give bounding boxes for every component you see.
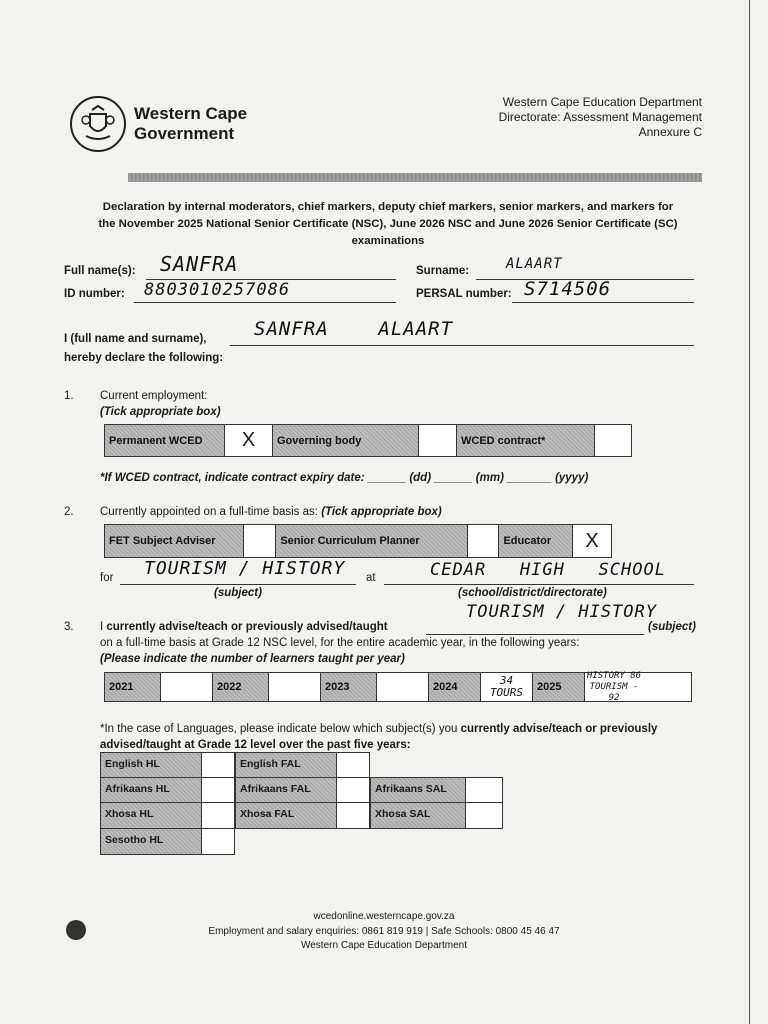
lang-xhosa-fal-label: Xhosa FAL (235, 802, 337, 829)
department-block (499, 95, 702, 140)
persal-field[interactable]: S714506 (524, 278, 612, 300)
title-line1: Declaration by internal moderators, chief markers, deputy chief markers, senior markers, and markers for (102, 201, 674, 213)
section3-hint: (Please indicate the number of learners taught per year) (100, 653, 405, 665)
footer-url: wcedonline.westerncape.gov.za (313, 911, 455, 922)
appointment-options (104, 524, 612, 558)
year-2022-label: 2022 (213, 673, 269, 701)
surname-label: Surname: (416, 265, 470, 277)
school-caption: (school/district/directorate) (458, 587, 607, 599)
year-2024-count[interactable]: 34 TOURS (481, 673, 533, 701)
org-name-line2: Government (134, 124, 235, 143)
section3-subject-caption: (subject) (648, 621, 696, 633)
year-2025-count[interactable]: HISTORY 86 TOURISM - 92 (586, 670, 642, 703)
languages-note-pre: *In the case of Languages, please indicate below which subject(s) you (100, 723, 461, 735)
annexure-label: Annexure C (638, 125, 702, 139)
contract-expiry-note: *If WCED contract, indicate contract expiry date: ______ (dd) ______ (mm) _______ (yyyy) (100, 472, 589, 484)
declaration-title (60, 199, 716, 250)
year-2021-count[interactable] (161, 673, 213, 701)
header-divider (128, 173, 702, 182)
option-educator-label: Educator (499, 525, 573, 557)
persal-line (512, 302, 694, 303)
section1-hint: (Tick appropriate box) (100, 406, 221, 418)
year-2022-count[interactable] (269, 673, 321, 701)
declare-label: I (full name and surname), (64, 333, 207, 345)
footer-dept: Western Cape Education Department (300, 940, 467, 951)
scan-edge-line (749, 0, 750, 1024)
option-governing-body-label: Governing body (273, 425, 419, 456)
option-fet-adviser-label: FET Subject Adviser (105, 525, 244, 557)
option-curriculum-planner-box[interactable] (468, 525, 500, 557)
year-2023-label: 2023 (321, 673, 377, 701)
surname-field[interactable]: ALAART (506, 256, 563, 272)
lang-afrikaans-hl-label: Afrikaans HL (100, 777, 202, 803)
lang-afrikaans-fal-box[interactable] (336, 777, 370, 803)
year-2021-label: 2021 (105, 673, 161, 701)
section2-text (100, 506, 442, 518)
declare-name-field[interactable]: SANFRA ALAART (254, 318, 454, 340)
option-wced-contract-label: WCED contract* (457, 425, 595, 456)
id-line (134, 302, 396, 303)
languages-note-bold: currently advise/teach or previously advised/taught at Grade 12 level over the past five years: (100, 723, 658, 751)
logo (70, 96, 126, 152)
fullname-label: Full name(s): (64, 265, 136, 277)
lang-afrikaans-fal-label: Afrikaans FAL (235, 777, 337, 803)
dept-name: Western Cape Education Department (502, 95, 702, 109)
section3-intro (100, 621, 388, 633)
option-curriculum-planner-label: Senior Curriculum Planner (276, 525, 467, 557)
year-2024-label: 2024 (429, 673, 481, 701)
years-table (104, 672, 692, 702)
section3-subject-field[interactable]: TOURISM / HISTORY (466, 602, 657, 622)
section1-number: 1. (64, 390, 74, 402)
title-line2: the November 2025 National Senior Certificate (NSC), June 2026 NSC and June 2026 Senior Certificate (SC) (98, 218, 678, 230)
lang-english-hl-label: English HL (100, 752, 202, 778)
at-label: at (366, 572, 376, 584)
hereby-text: hereby declare the following: (64, 352, 224, 364)
section3-text-bold: currently advise/teach or previously advised/taught (106, 621, 388, 633)
lang-afrikaans-sal-box[interactable] (465, 777, 503, 803)
languages-note (100, 721, 700, 753)
section2-number: 2. (64, 506, 74, 518)
directorate: Directorate: Assessment Management (498, 110, 702, 124)
lang-afrikaans-hl-box[interactable] (201, 777, 235, 803)
for-label: for (100, 572, 114, 584)
org-name (134, 104, 247, 144)
lang-xhosa-hl-box[interactable] (201, 802, 235, 829)
lang-english-hl-box[interactable] (201, 752, 235, 778)
footer-contacts: Employment and salary enquiries: 0861 819 919 | Safe Schools: 0800 45 46 47 (208, 926, 560, 937)
section2-title: Currently appointed on a full-time basis as: (100, 506, 318, 518)
declare-line (230, 345, 694, 346)
year-2025-label: 2025 (533, 673, 585, 701)
school-line (384, 584, 694, 585)
org-name-line1: Western Cape (134, 104, 248, 123)
title-line3: examinations (351, 235, 425, 247)
lang-xhosa-sal-box[interactable] (465, 802, 503, 829)
section3-line2: on a full-time basis at Grade 12 NSC level, for the entire academic year, in the following years: (100, 637, 580, 649)
section3-number: 3. (64, 621, 74, 633)
lang-english-fal-label: English FAL (235, 752, 337, 778)
section3-text-pre: I (100, 621, 107, 633)
year-2023-count[interactable] (377, 673, 429, 701)
section2-hint: (Tick appropriate box) (321, 506, 442, 518)
school-field[interactable]: CEDAR HIGH SCHOOL (430, 560, 666, 580)
option-fet-adviser-box[interactable] (244, 525, 276, 557)
subject-field[interactable]: TOURISM / HISTORY (144, 558, 346, 579)
lang-sesotho-hl-label: Sesotho HL (100, 828, 202, 855)
lang-afrikaans-sal-label: Afrikaans SAL (370, 777, 466, 803)
option-wced-contract-box[interactable] (595, 425, 631, 456)
section3-subject-line (426, 634, 644, 635)
lang-xhosa-hl-label: Xhosa HL (100, 802, 202, 829)
subject-caption: (subject) (214, 587, 262, 599)
option-permanent-wced-box[interactable]: X (225, 425, 273, 456)
option-governing-body-box[interactable] (419, 425, 457, 456)
persal-label: PERSAL number: (416, 288, 512, 300)
fullname-field[interactable]: SANFRA (160, 252, 239, 276)
lang-xhosa-fal-box[interactable] (336, 802, 370, 829)
coat-of-arms-icon (78, 104, 118, 149)
lang-xhosa-sal-label: Xhosa SAL (370, 802, 466, 829)
lang-sesotho-hl-box[interactable] (201, 828, 235, 855)
lang-english-fal-box[interactable] (336, 752, 370, 778)
id-label: ID number: (64, 288, 125, 300)
option-educator-box[interactable]: X (573, 525, 611, 557)
section1-title: Current employment: (100, 390, 208, 402)
id-number-field[interactable]: 8803010257086 (144, 280, 291, 300)
employment-options (104, 424, 632, 457)
option-permanent-wced-label: Permanent WCED (105, 425, 225, 456)
subject-line (120, 584, 356, 585)
